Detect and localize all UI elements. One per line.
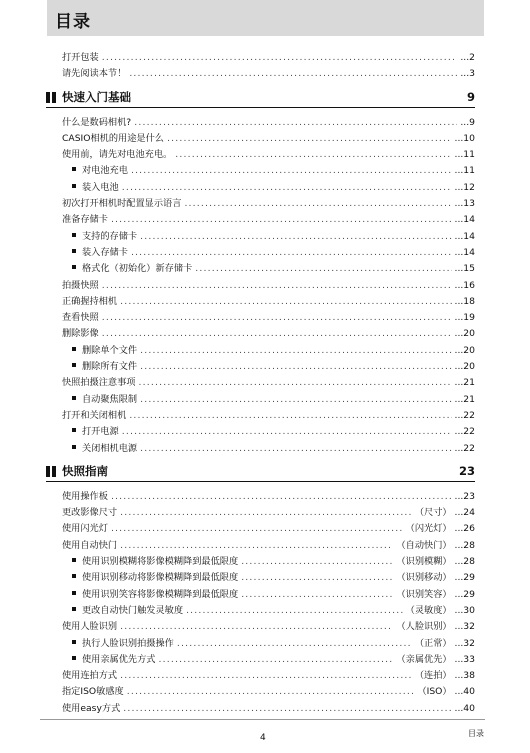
square-bullet-icon bbox=[72, 167, 76, 171]
toc-subentry[interactable] bbox=[62, 179, 475, 195]
dot-leader bbox=[241, 572, 393, 583]
page-title: 目录 bbox=[55, 12, 91, 32]
toc-entry-label: 使用闪光灯 bbox=[62, 523, 108, 535]
toc-entry-page: （自动快门） ...28 bbox=[396, 539, 475, 551]
toc-entry-label: 使用前，请先对电池充电。 bbox=[62, 149, 173, 161]
toc-entry-label: 装入电池 bbox=[82, 181, 119, 193]
toc-page-number: 11 bbox=[463, 165, 475, 177]
toc-entry-label: 使用easy方式 bbox=[62, 702, 121, 714]
toc-entry[interactable] bbox=[62, 146, 475, 162]
square-bullet-icon bbox=[72, 591, 76, 595]
toc-entry-label: 使用连拍方式 bbox=[62, 670, 118, 682]
toc-entry[interactable] bbox=[62, 537, 475, 553]
toc-entry-label: 什么是数码相机? bbox=[62, 116, 132, 128]
toc-entry-label: 装入存储卡 bbox=[82, 246, 128, 258]
toc-subentry[interactable] bbox=[62, 162, 475, 178]
toc-entry-label: CASIO相机的用途是什么 bbox=[62, 132, 164, 144]
toc-page-number: 20 bbox=[463, 361, 475, 373]
toc-entry-page: （人脸识别） ...32 bbox=[396, 621, 475, 633]
toc-entry-page: ...12 bbox=[454, 181, 475, 193]
toc-entry-page: ...3 bbox=[460, 68, 475, 80]
toc-page-number: 32 bbox=[463, 637, 475, 649]
dot-leader bbox=[195, 263, 451, 274]
toc-entry-page: ...19 bbox=[454, 312, 475, 324]
toc-entry-page: ...15 bbox=[454, 263, 475, 275]
toc-entry-page: ...14 bbox=[454, 246, 475, 258]
dot-leader bbox=[134, 117, 457, 128]
toc-subentry[interactable] bbox=[62, 553, 475, 569]
toc-entry-label: 打开和关闭相机 bbox=[62, 409, 127, 421]
toc-entry[interactable] bbox=[62, 488, 475, 504]
toc-entry-page: ...21 bbox=[454, 377, 475, 389]
square-bullet-icon bbox=[72, 396, 76, 400]
dot-leader bbox=[127, 686, 415, 697]
toc-entry-label: 拍摄快照 bbox=[62, 279, 99, 291]
toc-entry-tag: （识别笑容） bbox=[396, 588, 452, 600]
toc-entry[interactable] bbox=[62, 65, 475, 81]
toc-entry-label: 对电池充电 bbox=[82, 165, 128, 177]
dot-leader bbox=[177, 638, 412, 649]
toc-entry-label: 正确握持相机 bbox=[62, 295, 118, 307]
section-title: 快速入门基础 bbox=[62, 90, 131, 105]
toc-subentry[interactable] bbox=[62, 602, 475, 618]
toc-subentry[interactable] bbox=[62, 440, 475, 456]
toc-page-number: 9 bbox=[469, 116, 475, 128]
toc-page-number: 12 bbox=[463, 181, 475, 193]
toc-entry-page: ...11 bbox=[454, 165, 475, 177]
toc-entry-tag: （连拍） bbox=[414, 670, 452, 682]
toc-page-number: 28 bbox=[463, 556, 475, 568]
toc-page-number: 40 bbox=[463, 702, 475, 714]
toc-entry-label: 更改影像尺寸 bbox=[62, 507, 118, 519]
dot-leader bbox=[186, 605, 403, 616]
toc-entry[interactable] bbox=[62, 114, 475, 130]
toc-entry-label: 使用识别移动将影像模糊降到最低限度 bbox=[82, 572, 239, 584]
toc-entry-page: ...13 bbox=[454, 198, 475, 210]
toc-entry-page: （灵敏度） ...30 bbox=[405, 604, 475, 616]
toc-entry[interactable] bbox=[62, 504, 475, 520]
dot-leader bbox=[159, 654, 394, 665]
dot-leader bbox=[140, 345, 451, 356]
toc-entry[interactable] bbox=[62, 700, 475, 716]
section-page: 23 bbox=[458, 464, 475, 479]
toc-entry-page: （识别模糊） ...28 bbox=[396, 556, 475, 568]
toc-page-number: 14 bbox=[463, 214, 475, 226]
dot-leader bbox=[139, 377, 452, 388]
square-bullet-icon bbox=[72, 184, 76, 188]
dot-leader bbox=[131, 247, 452, 258]
toc-entry-tag: （ISO） bbox=[417, 686, 452, 698]
toc-entry-tag: （识别移动） bbox=[396, 572, 452, 584]
toc-entry-label: 快照拍摄注意事项 bbox=[62, 377, 136, 389]
toc-entry[interactable] bbox=[62, 667, 475, 683]
dot-leader bbox=[122, 426, 452, 437]
toc-entry[interactable] bbox=[62, 520, 475, 536]
dot-leader bbox=[111, 523, 403, 534]
toc-entry-page: （闪光灯） ...26 bbox=[405, 523, 475, 535]
toc-entry-page: ...40 bbox=[454, 702, 475, 714]
footer-section-label: 目录 bbox=[468, 729, 484, 738]
toc-subentry[interactable] bbox=[62, 260, 475, 276]
title-bar bbox=[47, 0, 484, 36]
toc-entry-label: 格式化（初始化）新存储卡 bbox=[82, 263, 193, 275]
toc-page-number: 13 bbox=[463, 198, 475, 210]
toc-entry[interactable] bbox=[62, 407, 475, 423]
toc-entry[interactable] bbox=[62, 309, 475, 325]
toc-page-number: 21 bbox=[463, 393, 475, 405]
toc-entry-label: 删除所有文件 bbox=[82, 361, 138, 373]
toc-subentry[interactable] bbox=[62, 586, 475, 602]
toc-entry-label: 使用识别笑容将影像模糊降到最低限度 bbox=[82, 588, 239, 600]
dot-leader bbox=[184, 198, 451, 209]
toc-entry[interactable] bbox=[62, 49, 475, 65]
dot-leader bbox=[120, 540, 393, 551]
toc-entry-page: （尺寸） ...24 bbox=[414, 507, 475, 519]
toc-page-number: 24 bbox=[463, 507, 475, 519]
toc-entry-label: 删除影像 bbox=[62, 328, 99, 340]
toc-entry-page: ...22 bbox=[454, 442, 475, 454]
dot-leader bbox=[241, 556, 393, 567]
square-bullet-icon bbox=[72, 233, 76, 237]
toc-entry-page: （亲属优先） ...33 bbox=[396, 653, 475, 665]
dot-leader bbox=[140, 443, 451, 454]
toc-subentry[interactable] bbox=[62, 228, 475, 244]
toc-entry-page: ...14 bbox=[454, 214, 475, 226]
square-bullet-icon bbox=[72, 265, 76, 269]
toc-subentry[interactable] bbox=[62, 651, 475, 667]
toc-entry[interactable] bbox=[62, 130, 475, 146]
section-header[interactable] bbox=[46, 88, 475, 108]
toc-entry-label: 初次打开相机时配置显示语言 bbox=[62, 198, 182, 210]
square-bullet-icon bbox=[72, 640, 76, 644]
toc-subentry[interactable] bbox=[62, 569, 475, 585]
toc-entry-label: 更改自动快门触发灵敏度 bbox=[82, 604, 184, 616]
toc-entry[interactable] bbox=[62, 618, 475, 634]
toc-page-number: 2 bbox=[469, 52, 475, 63]
toc-entry-page: ...10 bbox=[454, 132, 475, 144]
toc-entry-page: ...22 bbox=[454, 426, 475, 438]
toc-entry-page: （识别移动） ...29 bbox=[396, 572, 475, 584]
toc-page-number: 16 bbox=[463, 279, 475, 291]
toc-page-number: 40 bbox=[463, 686, 475, 698]
dot-leader bbox=[111, 214, 452, 225]
toc-entry-tag: （人脸识别） bbox=[396, 621, 452, 633]
toc-entry-label: 使用操作板 bbox=[62, 490, 108, 502]
dot-leader bbox=[140, 361, 451, 372]
dot-leader bbox=[129, 68, 457, 79]
toc-page-number: 22 bbox=[463, 442, 475, 454]
toc-entry-page: （正常） ...32 bbox=[414, 637, 475, 649]
dot-leader bbox=[129, 410, 451, 421]
section-title: 快照指南 bbox=[62, 464, 108, 479]
section-header[interactable] bbox=[46, 462, 475, 482]
toc-entry-page: ...20 bbox=[454, 328, 475, 340]
toc-entry-label: 打开电源 bbox=[82, 426, 119, 438]
section-page: 9 bbox=[466, 90, 475, 105]
dot-leader bbox=[120, 621, 393, 632]
toc-page-number: 28 bbox=[463, 539, 475, 551]
toc-entry[interactable] bbox=[62, 293, 475, 309]
toc-subentry[interactable] bbox=[62, 391, 475, 407]
dot-leader bbox=[102, 280, 452, 291]
dot-leader bbox=[120, 670, 412, 681]
dot-leader bbox=[120, 507, 412, 518]
toc-entry-tag: （自动快门） bbox=[396, 539, 452, 551]
toc-entry-page: ...22 bbox=[454, 409, 475, 421]
toc-entry-label: 使用人脸识别 bbox=[62, 621, 118, 633]
toc-entry-page: ...11 bbox=[454, 149, 475, 161]
toc-page-number: 20 bbox=[463, 328, 475, 340]
toc-entry-label: 支持的存储卡 bbox=[82, 230, 138, 242]
section-marker-icon bbox=[46, 92, 56, 103]
toc-entry-label: 使用亲属优先方式 bbox=[82, 653, 156, 665]
toc-entry-tag: （正常） bbox=[414, 637, 452, 649]
toc-entry-label: 自动聚焦限制 bbox=[82, 393, 138, 405]
square-bullet-icon bbox=[72, 656, 76, 660]
dot-leader bbox=[111, 491, 452, 502]
toc-page-number: 22 bbox=[463, 409, 475, 421]
footer-divider bbox=[40, 719, 485, 720]
toc-entry-page: ...20 bbox=[454, 344, 475, 356]
dot-leader bbox=[123, 703, 451, 714]
dot-leader bbox=[140, 231, 451, 242]
toc-page-number: 32 bbox=[463, 621, 475, 633]
toc-page-number: 14 bbox=[463, 246, 475, 258]
toc-entry[interactable] bbox=[62, 683, 475, 699]
square-bullet-icon bbox=[72, 607, 76, 611]
toc-subentry[interactable] bbox=[62, 635, 475, 651]
toc-page-number: 19 bbox=[463, 312, 475, 324]
section-marker-icon bbox=[46, 466, 56, 477]
toc-entry-page: ...21 bbox=[454, 393, 475, 405]
dot-leader bbox=[131, 165, 452, 176]
toc-entry-label: 查看快照 bbox=[62, 312, 99, 324]
toc-entry-label: 关闭相机电源 bbox=[82, 442, 138, 454]
toc-entry-page: （连拍） ...38 bbox=[414, 670, 475, 682]
footer-page-number: 4 bbox=[260, 733, 266, 743]
toc-page-number: 21 bbox=[463, 377, 475, 389]
toc-page-number: 18 bbox=[463, 295, 475, 307]
square-bullet-icon bbox=[72, 445, 76, 449]
toc-entry-page: ...9 bbox=[460, 116, 475, 128]
toc-entry-page: （识别笑容） ...29 bbox=[396, 588, 475, 600]
toc-subentry[interactable] bbox=[62, 342, 475, 358]
toc-entry[interactable] bbox=[62, 277, 475, 293]
toc-entry-page: ...23 bbox=[454, 490, 475, 502]
toc-page-number: 14 bbox=[463, 230, 475, 242]
toc-subentry[interactable] bbox=[62, 358, 475, 374]
dot-leader bbox=[102, 312, 452, 323]
toc-page-number: 11 bbox=[463, 149, 475, 161]
toc-subentry[interactable] bbox=[62, 244, 475, 260]
dot-leader bbox=[140, 394, 451, 405]
dot-leader bbox=[241, 589, 393, 600]
toc-page-number: 3 bbox=[469, 68, 475, 80]
toc-entry-page: ...16 bbox=[454, 279, 475, 291]
toc-entry[interactable] bbox=[62, 211, 475, 227]
toc-entry-tag: （灵敏度） bbox=[405, 604, 452, 616]
dot-leader bbox=[102, 52, 458, 63]
toc-entry[interactable] bbox=[62, 195, 475, 211]
table-of-contents bbox=[62, 49, 475, 716]
toc-page-number: 23 bbox=[463, 490, 475, 502]
toc-page-number: 38 bbox=[463, 670, 475, 682]
square-bullet-icon bbox=[72, 363, 76, 367]
dot-leader bbox=[122, 182, 452, 193]
toc-subentry[interactable] bbox=[62, 423, 475, 439]
toc-page-number: 33 bbox=[463, 653, 475, 665]
toc-page-number: 10 bbox=[463, 132, 475, 144]
toc-entry[interactable] bbox=[62, 374, 475, 390]
dot-leader bbox=[167, 133, 452, 144]
toc-page-number: 26 bbox=[463, 523, 475, 535]
toc-page-number: 15 bbox=[463, 263, 475, 275]
square-bullet-icon bbox=[72, 558, 76, 562]
toc-page-number: 20 bbox=[463, 344, 475, 356]
dot-leader bbox=[175, 149, 451, 160]
toc-entry-label: 使用识别模糊将影像模糊降到最低限度 bbox=[82, 556, 239, 568]
toc-entry-tag: （闪光灯） bbox=[405, 523, 452, 535]
dot-leader bbox=[120, 296, 451, 307]
toc-entry-tag: （识别模糊） bbox=[396, 556, 452, 568]
square-bullet-icon bbox=[72, 347, 76, 351]
toc-entry-label: 请先阅读本节！ bbox=[62, 68, 127, 80]
toc-page-number: 22 bbox=[463, 426, 475, 438]
toc-page-number: 30 bbox=[463, 604, 475, 616]
toc-entry-label: 执行人脸识别拍摄操作 bbox=[82, 637, 174, 649]
toc-entry-label: 打开包装 bbox=[62, 52, 99, 63]
square-bullet-icon bbox=[72, 249, 76, 253]
toc-entry-label: 删除单个文件 bbox=[82, 344, 138, 356]
toc-entry-tag: （亲属优先） bbox=[396, 653, 452, 665]
toc-page-number: 29 bbox=[463, 588, 475, 600]
square-bullet-icon bbox=[72, 574, 76, 578]
toc-entry-page: ...20 bbox=[454, 361, 475, 373]
toc-entry-page: ...14 bbox=[454, 230, 475, 242]
toc-entry-page: ...2 bbox=[460, 52, 475, 63]
toc-entry-label: 指定ISO敏感度 bbox=[62, 686, 124, 698]
toc-entry[interactable] bbox=[62, 325, 475, 341]
toc-entry-page: ...18 bbox=[454, 295, 475, 307]
toc-entry-tag: （尺寸） bbox=[414, 507, 452, 519]
dot-leader bbox=[102, 328, 452, 339]
toc-page-number: 29 bbox=[463, 572, 475, 584]
square-bullet-icon bbox=[72, 428, 76, 432]
toc-entry-page: （ISO） ...40 bbox=[417, 686, 475, 698]
toc-entry-label: 准备存储卡 bbox=[62, 214, 108, 226]
toc-entry-label: 使用自动快门 bbox=[62, 539, 118, 551]
